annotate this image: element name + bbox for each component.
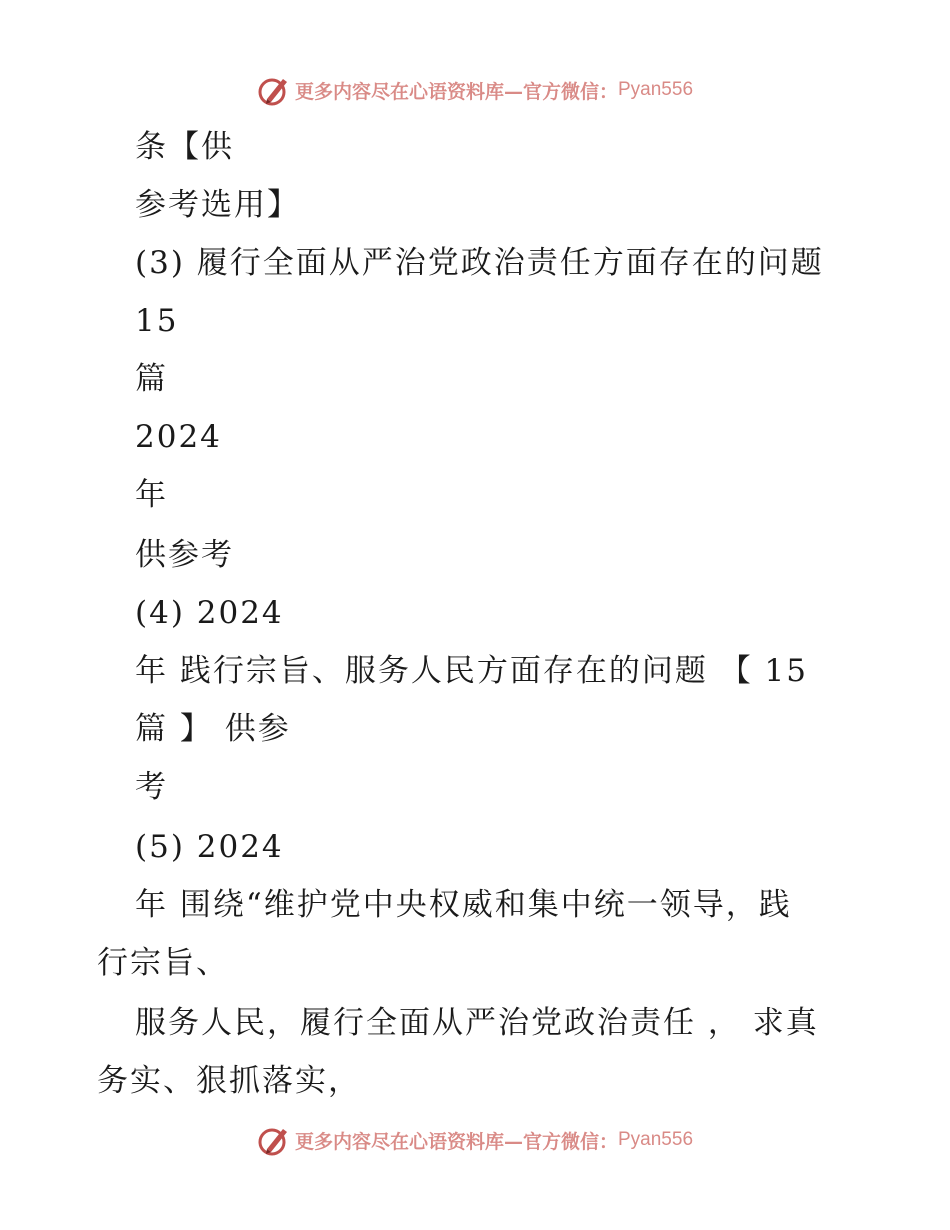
body-line: 条【供: [135, 129, 234, 165]
header-banner: [0, 70, 950, 110]
body-line: 年 践行宗旨、服务人民方面存在的问题 【 15: [135, 653, 809, 689]
body-line: 年 围绕“维护党中央权威和集中统一领导，践: [135, 887, 792, 923]
body-line: 务实、狠抓落实，: [97, 1063, 361, 1099]
body-line: 服务人民，履行全面从严治党政治责任 ， 求真: [135, 1005, 819, 1041]
body-line: (4) 2024: [135, 595, 284, 631]
body-line: (3) 履行全面从严治党政治责任方面存在的问题: [135, 245, 824, 281]
footer-banner: [0, 1120, 950, 1160]
header-text: 更多内容尽在心语资料库—官方微信：: [294, 80, 618, 103]
body-line: 篇: [135, 361, 168, 397]
header-wechat-id: Pyan556: [618, 79, 694, 100]
body-line: 2024: [135, 419, 222, 455]
body-line: 15: [135, 303, 179, 339]
body-line: 行宗旨、: [97, 945, 229, 981]
footer-text: 更多内容尽在心语资料库—官方微信：: [294, 1130, 618, 1153]
pen-logo-icon: [257, 1123, 291, 1157]
body-line: (5) 2024: [135, 829, 284, 865]
body-line: 供参考: [135, 537, 234, 573]
pen-logo-icon: [257, 73, 291, 107]
body-line: 年: [135, 477, 168, 513]
body-line: 参考选用】: [135, 187, 300, 223]
body-line: 考: [135, 769, 168, 805]
footer-wechat-id: Pyan556: [618, 1129, 694, 1150]
body-line: 篇 】 供参: [135, 711, 291, 747]
